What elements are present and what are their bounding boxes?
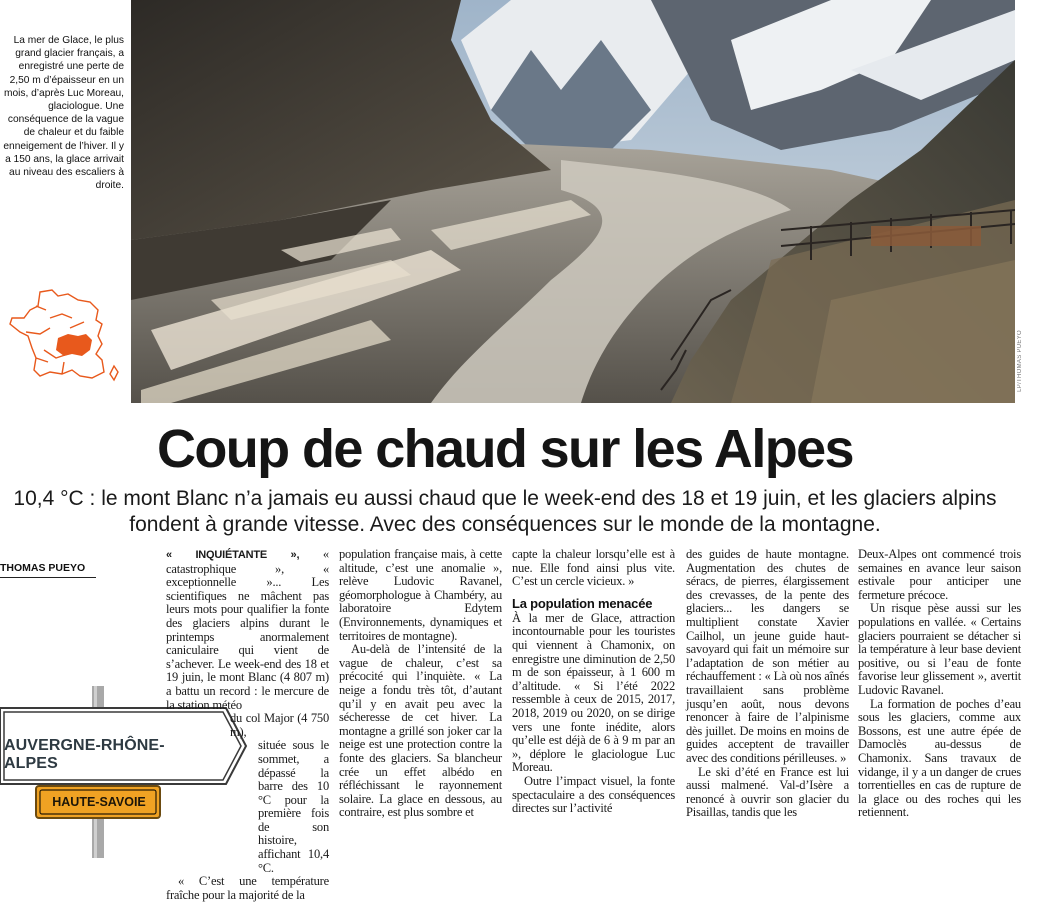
paragraph: population française mais, à cette altitude, c’est une anomalie », relève Ludovic Ravanel, géomorphologue à Chambéry, au laboratoire Edytem (Environnements, dynamiques et territoires de montagne). <box>339 547 502 643</box>
department-sign-label: HAUTE-SAVOIE <box>52 795 146 809</box>
paragraph: Le ski d’été en France est lui aussi malmené. Val-d’Isère a renoncé à ouvrir son glacier du Pisaillas, tandis que les <box>686 764 849 820</box>
paragraph: La formation de poches d’eau sous les glaciers, comme aux Bossons, est une autre épée de Damoclès au-dessus de Chamonix. Sans travaux de vidange, il y a un danger de crues torrentielles en cas de rupture de la glace ou des roches qui les retiennent. <box>858 696 1021 820</box>
paragraph: « catastrophique », « exceptionnelle »... Les scientifiques ne mâchent pas leurs mots pour qualifier la fonte des glaciers alpins durant le printemps anormalement caniculaire qui vient de s’achever. Le week-end des 18 et 19 juin, le mont Blanc (4 807 m) a battu un record : le mercure de la station météo <box>166 547 329 712</box>
auvergne-rhone-alpes-region <box>56 334 92 356</box>
paragraph: du col Major (4 750 m), <box>230 711 329 739</box>
corsica-outline <box>110 366 118 380</box>
paragraph: Outre l’impact visuel, la fonte spectaculaire a des conséquences directes sur l’activité <box>512 773 675 816</box>
paragraph: des guides de haute montagne. Augmentation des chutes de séracs, de pierres, élargissement des crevasses, de la pente des glaciers... les dangers se multiplient constate Xavier Cailhol, un jeune guide haut-savoyard qui fait un mémoire sur l’adaptation de son métier au réchauffement : « Là où nos aînés travaillaient sans problème jusqu’en août, nous devons renoncer à faire de l’alpinisme dès juillet. De moins en moins de guides acceptent de travailler avec des conditions périlleuses. » <box>686 547 849 765</box>
standfirst: 10,4 °C : le mont Blanc n’a jamais eu aussi chaud que le week-end des 18 et 19 juin, et les glaciers alpins fondent à grande vitesse. Avec des conséquences sur le monde de la montagne. <box>13 487 997 536</box>
france-map <box>6 288 124 384</box>
article-column-4 <box>686 548 849 820</box>
paragraph: située sous le sommet, a dépassé la barre des 10 °C pour la première fois de son histoire, affichant 10,4 °C. <box>258 738 329 875</box>
paragraph: Deux-Alpes ont commencé trois semaines en avance leur saison estivale pour anticiper une fermeture précoce. <box>858 547 1021 602</box>
byline: THOMAS PUEYO <box>0 562 96 578</box>
lead-word: « INQUIÉTANTE », <box>166 549 300 561</box>
article-column-2 <box>339 548 502 820</box>
intertitle: La population menacée <box>512 595 653 611</box>
mer-de-glace-photo <box>131 0 1015 403</box>
stair-platform <box>871 226 981 246</box>
photo-credit: LP/THOMAS PUEYO <box>1017 330 1023 392</box>
headline: Coup de chaud sur les Alpes <box>157 419 853 479</box>
region-sign-label: AUVERGNE-RHÔNE-ALPES <box>4 737 165 772</box>
paragraph: « C’est une température fraîche pour la majorité de la <box>166 874 329 902</box>
paragraph: À la mer de Glace, attraction incontournable pour les touristes qui viennent à Chamonix, on enregistre une diminution de 2,50 m de son épaisseur, à 1 600 m d’altitude. « Si l’été 2022 ressemble à ceux de 2015, 2017, 2018, 2019 ou 2020, on se dirige vers une fonte inédite, alors qu’elle est déjà de 6 à 9 m par an », déplore le glaciologue Luc Moreau. <box>512 610 675 775</box>
photo-caption: La mer de Glace, le plus grand glacier français, a enregistré une perte de 2,50 m d’épaisseur en un mois, d’après Luc Moreau, glaciologue. Une conséquence de la vague de chaleur et du faible enneigement de l’hiver. Il y a 150 ans, la glace arrivait au niveau des escaliers à droite. <box>3 35 124 192</box>
article-column-1 <box>166 548 329 902</box>
france-outline <box>10 290 104 378</box>
article-column-5 <box>858 548 1021 820</box>
article-column-3 <box>512 548 675 816</box>
paragraph: capte la chaleur lorsqu’elle est à nue. Elle fond ainsi plus vite. C’est un cercle vicieux. » <box>512 547 675 589</box>
paragraph: Un risque pèse aussi sur les populations en vallée. « Certains glaciers pourraient se détacher si la température à leur base devient positive, ou si l’eau de fonte favorise leur glissement », avertit Ludovic Ravanel. <box>858 601 1021 697</box>
paragraph: Au-delà de l’intensité de la vague de chaleur, c’est sa précocité qui l’inquiète. « La neige a fondu très tôt, d’autant qu’il y en avait peu avec la sécheresse de cet hiver. La montagne a grillé son joker car la neige est une protection contre la fonte des glaciers. Sa blancheur crée un effet albédo en réfléchissant le rayonnement solaire. La glace en dessous, au contraire, est plus sombre et <box>339 642 502 820</box>
